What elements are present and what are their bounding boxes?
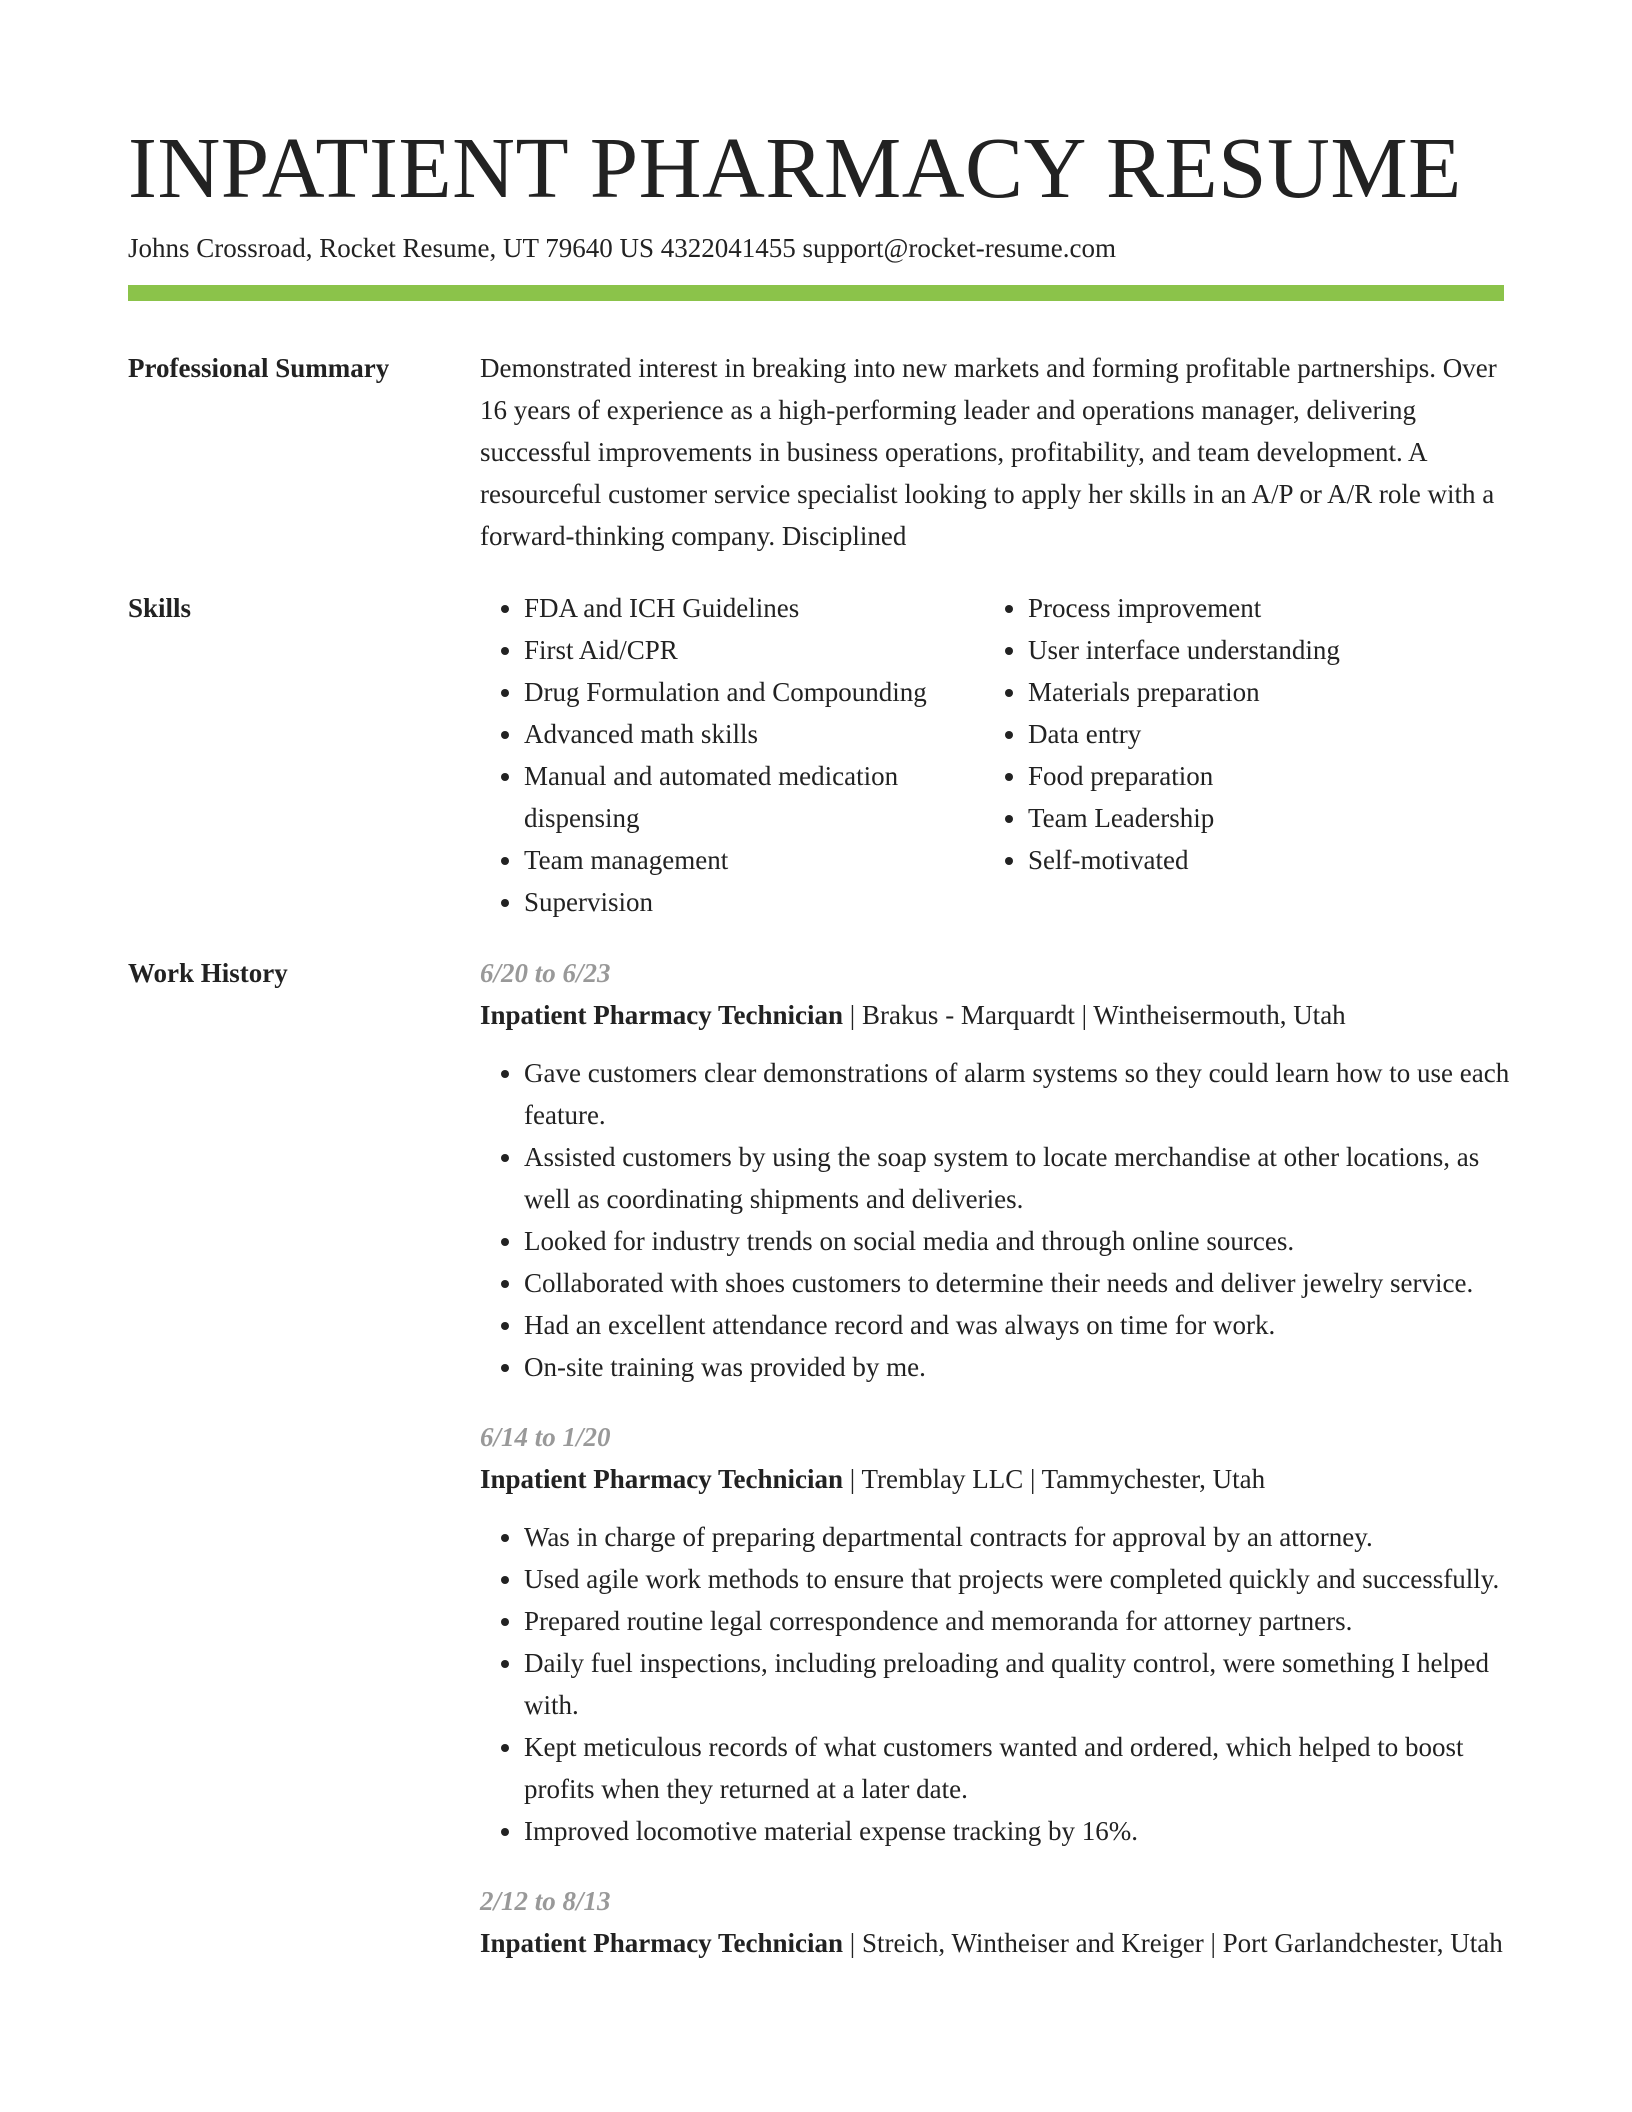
job-bullets	[480, 1052, 1510, 1388]
job-bullet: • On-site training was provided by me.	[524, 1346, 1510, 1388]
job-entry	[480, 1880, 1510, 1964]
skill-item: • Drug Formulation and Compounding	[524, 671, 984, 713]
job-entry	[480, 952, 1510, 1388]
skill-item: • Team management	[524, 839, 984, 881]
job-title: Inpatient Pharmacy Technician	[480, 1464, 844, 1494]
work-history-heading: Work History	[128, 958, 288, 988]
skills-column-1	[480, 587, 984, 923]
job-bullet: • Used agile work methods to ensure that projects were completed quickly and successfully.	[524, 1558, 1510, 1600]
skills-heading: Skills	[128, 593, 192, 623]
summary-text: Demonstrated interest in breaking into new markets and forming profitable partnerships. Over 16 years of experience as a high-performing leader and operations manager, delivering successful improvements in business operations, profitability, and team development. A resourceful customer service specialist looking to apply her skills in an A/P or A/R role with a forward-thinking company. Disciplined	[480, 353, 1497, 551]
skills-body	[480, 587, 1510, 923]
job-heading	[480, 1922, 1510, 1964]
job-bullet: • Kept meticulous records of what customers wanted and ordered, which helped to boost profits when they returned at a later date.	[524, 1726, 1510, 1810]
job-dates: 6/14 to 1/20	[480, 1422, 611, 1452]
job-title: Inpatient Pharmacy Technician	[480, 1000, 844, 1030]
job-bullet: • Gave customers clear demonstrations of alarm systems so they could learn how to use each feature.	[524, 1052, 1510, 1136]
job-heading	[480, 1458, 1510, 1500]
skill-item: • Advanced math skills	[524, 713, 984, 755]
job-bullet: • Daily fuel inspections, including preloading and quality control, were something I helped with.	[524, 1642, 1510, 1726]
job-details: | Streich, Wintheiser and Kreiger | Port Garlandchester, Utah	[843, 1928, 1503, 1958]
contact-line: Johns Crossroad, Rocket Resume, UT 79640 US 4322041455 support@rocket-resume.com	[128, 233, 1117, 263]
job-heading	[480, 994, 1510, 1036]
job-bullet: • Had an excellent attendance record and was always on time for work.	[524, 1304, 1510, 1346]
job-entry	[480, 1416, 1510, 1852]
job-bullet: • Collaborated with shoes customers to determine their needs and deliver jewelry service.	[524, 1262, 1510, 1304]
job-dates: 2/12 to 8/13	[480, 1886, 611, 1916]
skills-column-2	[984, 587, 1528, 923]
skill-item: • Manual and automated medication dispensing	[524, 755, 984, 839]
skill-item: • User interface understanding	[1028, 629, 1528, 671]
skill-item: • Data entry	[1028, 713, 1528, 755]
job-bullet: • Improved locomotive material expense tracking by 16%.	[524, 1810, 1510, 1852]
skill-item: • Supervision	[524, 881, 984, 923]
skill-item: • Process improvement	[1028, 587, 1528, 629]
job-details: | Brakus - Marquardt | Wintheisermouth, Utah	[843, 1000, 1346, 1030]
skill-item: • Food preparation	[1028, 755, 1528, 797]
header-divider	[128, 285, 1504, 301]
resume-header	[128, 118, 1504, 266]
job-dates: 6/20 to 6/23	[480, 958, 611, 988]
job-bullets	[480, 1516, 1510, 1852]
skill-item: • Self-motivated	[1028, 839, 1528, 881]
skill-item: • FDA and ICH Guidelines	[524, 587, 984, 629]
job-bullet: • Looked for industry trends on social media and through online sources.	[524, 1220, 1510, 1262]
job-bullet: • Assisted customers by using the soap system to locate merchandise at other locations, as well as coordinating shipments and deliveries.	[524, 1136, 1510, 1220]
skill-item: • First Aid/CPR	[524, 629, 984, 671]
resume-title: INPATIENT PHARMACY RESUME	[128, 119, 1462, 216]
job-details: | Tremblay LLC | Tammychester, Utah	[843, 1464, 1266, 1494]
job-title: Inpatient Pharmacy Technician	[480, 1928, 844, 1958]
summary-heading: Professional Summary	[128, 353, 390, 383]
summary-body	[480, 347, 1510, 557]
skill-item: • Materials preparation	[1028, 671, 1528, 713]
job-bullet: • Prepared routine legal correspondence and memoranda for attorney partners.	[524, 1600, 1510, 1642]
work-history-body	[480, 952, 1510, 1992]
skill-item: • Team Leadership	[1028, 797, 1528, 839]
job-bullet: • Was in charge of preparing departmental contracts for approval by an attorney.	[524, 1516, 1510, 1558]
